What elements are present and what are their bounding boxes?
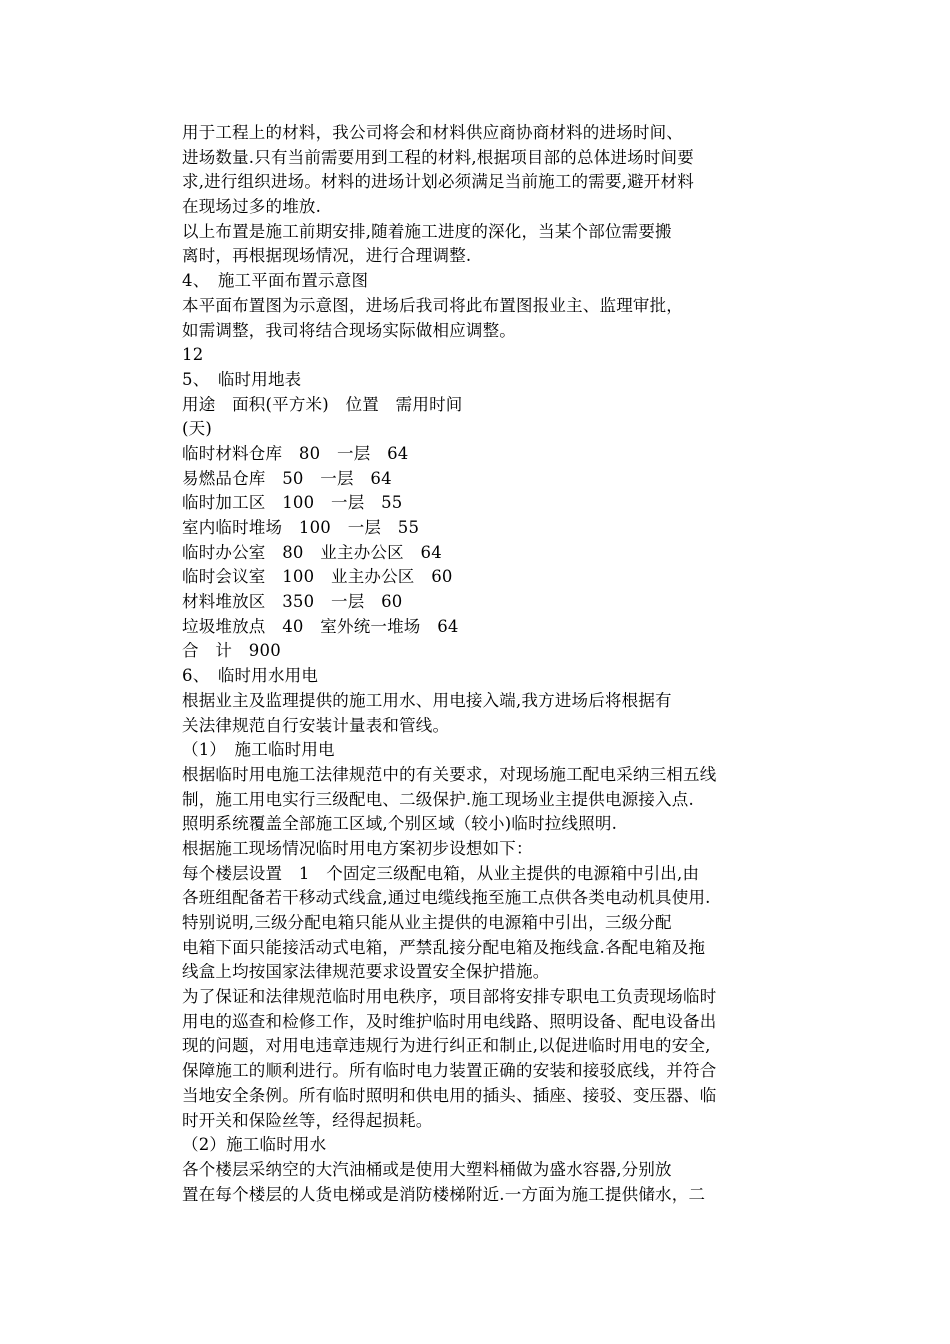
text-line: 关法律规范自行安装计量表和管线。 [182,715,450,735]
table-row: 垃圾堆放点 40 室外统一堆场 64 [182,616,459,636]
table-row: 临时加工区 100 一层 55 [182,493,403,513]
table-row: 临时办公室 80 业主办公区 64 [182,542,442,562]
text-line: 现的问题，对用电违章违规行为进行纠正和制止,以促进临时用电的安全, [182,1036,711,1056]
table-row: 临时材料仓库 80 一层 64 [182,443,409,463]
table-total-row: 合 计 900 [182,641,281,661]
table-row: 易燃品仓库 50 一层 64 [182,468,392,488]
table-row: 材料堆放区 350 一层 60 [182,592,403,612]
text-line: 如需调整，我司将结合现场实际做相应调整。 [182,320,516,340]
text-line: 电箱下面只能接活动式电箱，严禁乱接分配电箱及拖线盒.各配电箱及拖 [182,937,706,957]
text-line: 线盒上均按国家法律规范要求设置安全保护措施。 [182,962,550,982]
text-line: 用电的巡查和检修工作，及时维护临时用电线路、照明设备、配电设备出 [182,1011,717,1031]
text-line: 各班组配备若干移动式线盒,通过电缆线拖至施工点供各类电动机具使用. [182,888,711,908]
section-heading: 5、 临时用地表 [182,369,302,389]
section-heading: 6、 临时用水用电 [182,666,319,686]
text-line: 各个楼层采纳空的大汽油桶或是使用大塑料桶做为盛水容器,分别放 [182,1159,672,1179]
text-line: 根据业主及监理提供的施工用水、用电接入端,我方进场后将根据有 [182,690,672,710]
text-line: 照明系统覆盖全部施工区域,个别区域（较小)临时拉线照明. [182,814,618,834]
document-body [182,121,842,1207]
table-header: 用途 面积(平方米) 位置 需用时间 [182,394,463,414]
page-number: 12 [182,345,204,365]
text-line: 以上布置是施工前期安排,随着施工进度的深化，当某个部位需要搬 [182,221,672,241]
text-line: 在现场过多的堆放. [182,197,322,217]
table-row: 室内临时堆场 100 一层 55 [182,518,420,537]
table-header: (天) [182,419,212,439]
text-line: 根据临时用电施工法律规范中的有关要求，对现场施工配电采纳三相五线 [182,764,717,784]
text-line: 根据施工现场情况临时用电方案初步设想如下： [182,838,533,858]
subsection-heading: （1） 施工临时用电 [182,740,335,760]
section-heading: 4、 施工平面布置示意图 [182,271,369,291]
text-line: 离时，再根据现场情况，进行合理调整. [182,246,472,266]
text-line: 特别说明,三级分配电箱只能从业主提供的电源箱中引出，三级分配 [182,913,672,932]
text-line: 用于工程上的材料，我公司将会和材料供应商协商材料的进场时间、 [182,123,683,142]
text-line: 当地安全条例。所有临时照明和供电用的插头、插座、接驳、变压器、临 [182,1085,717,1105]
subsection-heading: （2）施工临时用水 [182,1135,327,1155]
text-line: 每个楼层设置 1 个固定三级配电箱，从业主提供的电源箱中引出,由 [182,863,700,883]
table-row: 临时会议室 100 业主办公区 60 [182,567,453,587]
text-line: 为了保证和法律规范临时用电秩序，项目部将安排专职电工负责现场临时 [182,987,717,1007]
text-line: 保障施工的顺利进行。所有临时电力装置正确的安装和接驳底线，并符合 [182,1061,717,1081]
text-line: 置在每个楼层的人货电梯或是消防楼梯附近.一方面为施工提供储水，二 [182,1184,706,1204]
text-line: 进场数量.只有当前需要用到工程的材料,根据项目部的总体进场时间要 [182,147,694,167]
text-line: 本平面布置图为示意图，进场后我司将此布置图报业主、监理审批， [182,295,683,315]
text-line: 求,进行组织进场。材料的进场计划必须满足当前施工的需要,避开材料 [182,172,694,192]
text-line: 制，施工用电实行三级配电、二级保护.施工现场业主提供电源接入点. [182,789,694,809]
text-line: 时开关和保险丝等，经得起损耗。 [182,1110,433,1130]
